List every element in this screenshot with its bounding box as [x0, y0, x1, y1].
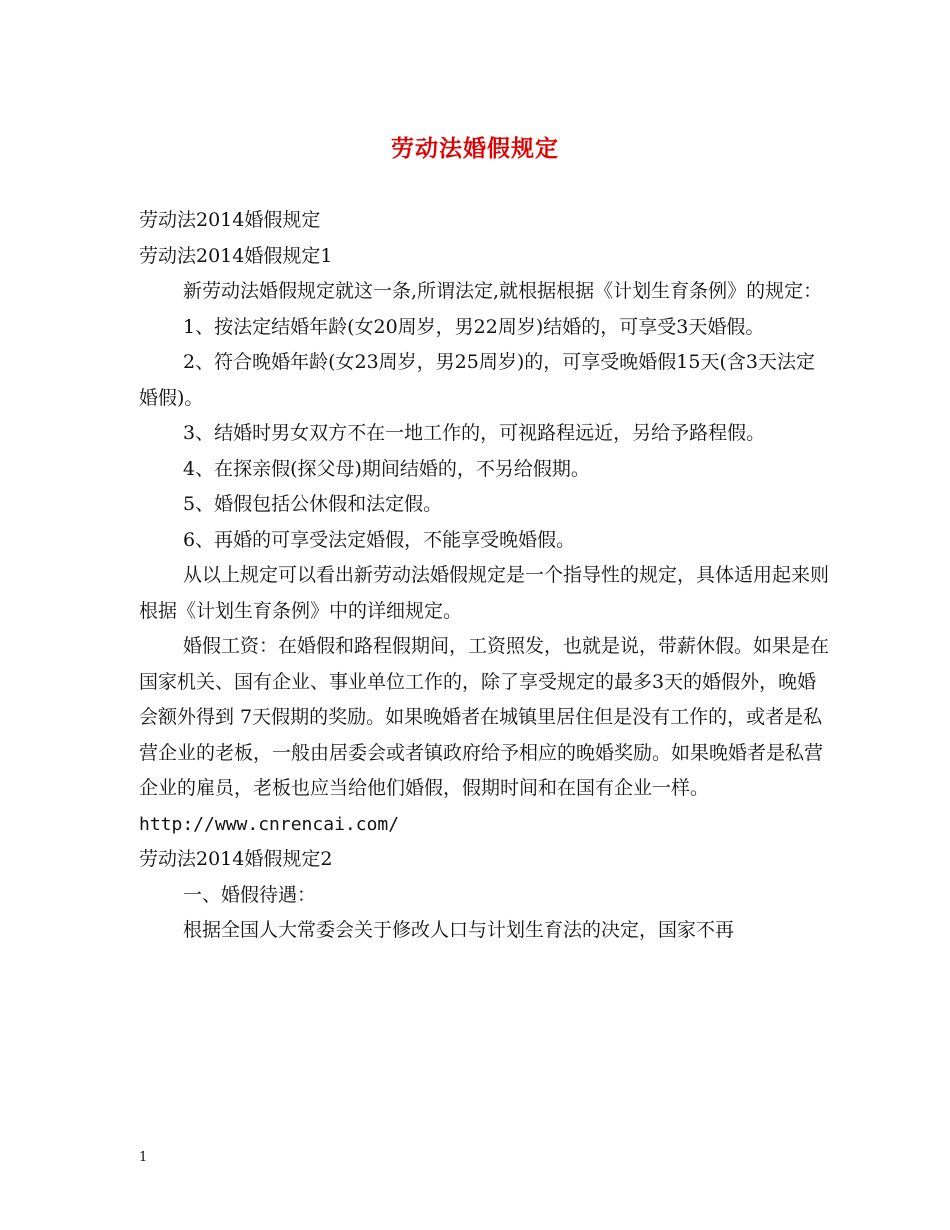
paragraph: 从以上规定可以看出新劳动法婚假规定是一个指导性的规定，具体适用起来则根据《计划生育条例》中的详细规定。 — [139, 564, 830, 622]
paragraph: 新劳动法婚假规定就这一条,所谓法定,就根据根据《计划生育条例》的规定： — [183, 280, 823, 302]
source-url: http://www.cnrencai.com/ — [139, 813, 400, 835]
list-item: 2、符合晚婚年龄(女23周岁，男25周岁)的，可享受晚婚假15天(含3天法定婚假)。 — [139, 351, 815, 409]
list-item: 4、在探亲假(探父母)期间结婚的，不另给假期。 — [183, 457, 590, 480]
document-body — [139, 203, 829, 949]
paragraph: 一、婚假待遇： — [183, 883, 317, 906]
document-title: 劳动法婚假规定 — [391, 135, 559, 162]
page-number: 1 — [139, 1150, 148, 1165]
section-heading: 劳动法2014婚假规定2 — [139, 848, 333, 870]
list-item: 5、婚假包括公休假和法定假。 — [183, 493, 443, 515]
paragraph: 婚假工资：在婚假和路程假期间，工资照发，也就是说，带薪休假。如果是在国家机关、国有企业、事业单位工作的，除了享受规定的最多3天的婚假外，晚婚会额外得到 7天假期的奖励。如果晚婚者在城镇里居住但是没有工作的，或者是私营企业的老板，一般由居委会或者镇政府给予相应的晚婚奖励。如果晚婚者是私营企业的雇员，老板也应当给他们婚假，假期时间和在国有企业一样。 — [139, 635, 830, 799]
list-item: 3、结婚时男女双方不在一地工作的，可视路程远近，另给予路程假。 — [183, 422, 766, 444]
heading-line: 劳动法2014婚假规定 — [139, 209, 321, 231]
paragraph: 根据全国人大常委会关于修改人口与计划生育法的决定，国家不再 — [183, 919, 735, 941]
section-heading: 劳动法2014婚假规定1 — [139, 244, 333, 267]
list-item: 6、再婚的可享受法定婚假，不能享受晚婚假。 — [183, 528, 576, 551]
list-item: 1、按法定结婚年龄(女20周岁，男22周岁)结婚的，可享受3天婚假。 — [183, 315, 765, 338]
